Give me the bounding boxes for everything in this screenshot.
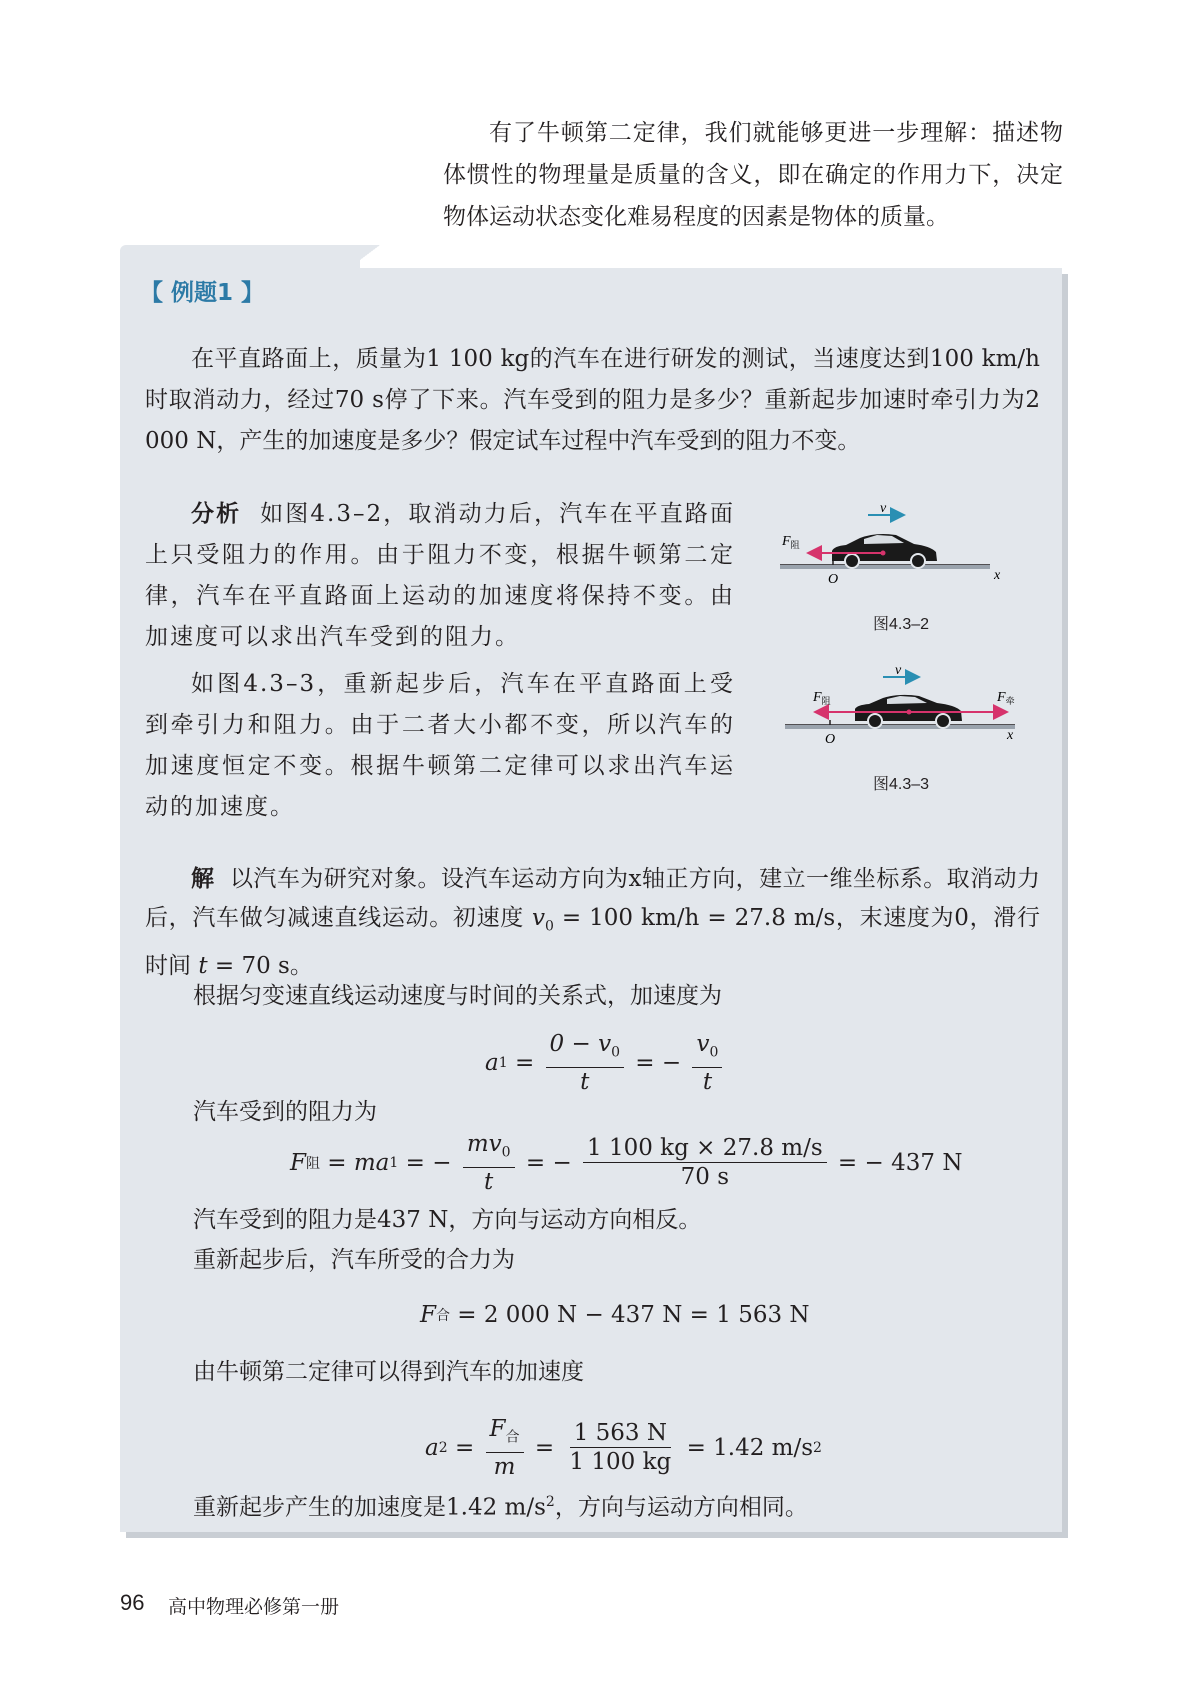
traction-label: $F_牵$ <box>997 690 1015 706</box>
road <box>780 565 990 569</box>
newton-accel-line: 由牛顿第二定律可以得到汽车的加速度 <box>193 1359 584 1385</box>
example-title: 【 例题1 】 <box>140 280 265 306</box>
analysis-text-1: 如图4.3–2，取消动力后，汽车在平直路面上只受阻力的作用。由于阻力不变，根据牛顿第二定律，汽车在平直路面上运动的加速度将保持不变。由加速度可以求出汽车受到的阻力。 <box>145 501 735 650</box>
solution-label: 解 <box>191 866 215 892</box>
page-number: 96 <box>120 1590 145 1615</box>
figure-4-3-3 <box>785 665 1025 745</box>
accel-relation-line: 根据匀变速直线运动速度与时间的关系式，加速度为 <box>193 983 722 1009</box>
analysis-paragraph-1 <box>145 494 735 658</box>
solution-paragraph: 解 以汽车为研究对象。设汽车运动方向为x轴正方向，建立一维坐标系。取消动力后，汽车做匀减速直线运动。初速度 $v_0 = 100$ km/h = 27.8 m/s，末速度为0，滑行时间 t = 70 s。 <box>145 866 1041 979</box>
equation-accel-1: a 1 = $\frac{0 - v_0}{t}$ = − $\frac{v_0}{t}$ <box>485 1030 726 1096</box>
car-wheel <box>911 554 925 568</box>
analysis-label: 分析 <box>191 501 242 527</box>
force-point <box>907 710 912 715</box>
final-result-line: 重新起步产生的加速度是1.42 $m/s^2$，方向与运动方向相同。 <box>193 1494 808 1521</box>
velocity-label: v <box>895 665 902 678</box>
origin-label: O <box>825 732 836 745</box>
resistance-is-line: 汽车受到的阻力为 <box>193 1099 377 1125</box>
book-title: 高中物理必修第一册 <box>168 1596 340 1618</box>
intro-paragraph: 有了牛顿第二定律，我们就能够更进一步理解：描述物体惯性的物理量是质量的含义，即在确定的作用力下，决定物体运动状态变化难易程度的因素是物体的质量。 <box>443 120 1063 230</box>
resistance-label: $F_阻$ <box>782 534 800 550</box>
resistance-label: $F_阻$ <box>813 690 831 706</box>
problem-text: 在平直路面上，质量为1 100 kg的汽车在进行研发的测试，当速度达到100 km/h时取消动力，经过70 s停了下来。汽车受到的阻力是多少？重新起步加速时牵引力为2 000 N，产生的加速度是多少？假定试车过程中汽车受到的阻力不变。 <box>145 346 1040 454</box>
car-wheel <box>845 554 859 568</box>
intro-text <box>443 112 1063 238</box>
car-wheel <box>936 714 950 728</box>
analysis-paragraph-2: 如图4.3–3，重新起步后，汽车在平直路面上受到牵引力和阻力。由于二者大小都不变，所以汽车的加速度恒定不变。根据牛顿第二定律可以求出汽车运动的加速度。 <box>145 671 735 820</box>
restart-net-force-line: 重新起步后，汽车所受的合力为 <box>193 1247 515 1273</box>
result-resistance-line: 汽车受到的阻力是437 N，方向与运动方向相反。 <box>193 1207 702 1233</box>
solution-text-2: = 100 km/h = 27.8 m/s，末速度为0，滑行时间 <box>145 905 1040 979</box>
solution-text-1: 以汽车为研究对象。设汽车运动方向为x轴正方向，建立一维坐标系。取消动力后，汽车做匀减速直线运动。初速度 <box>145 866 1041 931</box>
x-axis-label: x <box>1007 728 1014 743</box>
equation-resistance: F 阻 = ma 1 = − $\frac{mv_0}{t}$ = − $\frac{1 100 kg \times 27.8 m/s}{70 s}$ = − 437 N <box>290 1131 963 1195</box>
road <box>785 725 1015 729</box>
solution-text-3: = 70 s。 <box>207 952 313 979</box>
velocity-label: v <box>880 505 887 516</box>
origin-label: O <box>828 572 839 585</box>
figure-caption-4-3-2: 图4.3–2 <box>873 616 930 633</box>
car-wheel <box>868 714 882 728</box>
figure-caption-4-3-3: 图4.3–3 <box>873 776 930 793</box>
x-axis-label: x <box>994 568 1001 583</box>
force-point <box>881 551 886 556</box>
equation-accel-2: a 2 = $\frac{F_合}{m}$ = $\frac{1 563 N}{1 100 kg}$ = 1.42 m/s 2 <box>425 1416 822 1480</box>
equation-net-force: F 合 = 2 000 N − 437 N = 1 563 N <box>420 1302 810 1328</box>
figure-4-3-2 <box>780 505 1010 585</box>
